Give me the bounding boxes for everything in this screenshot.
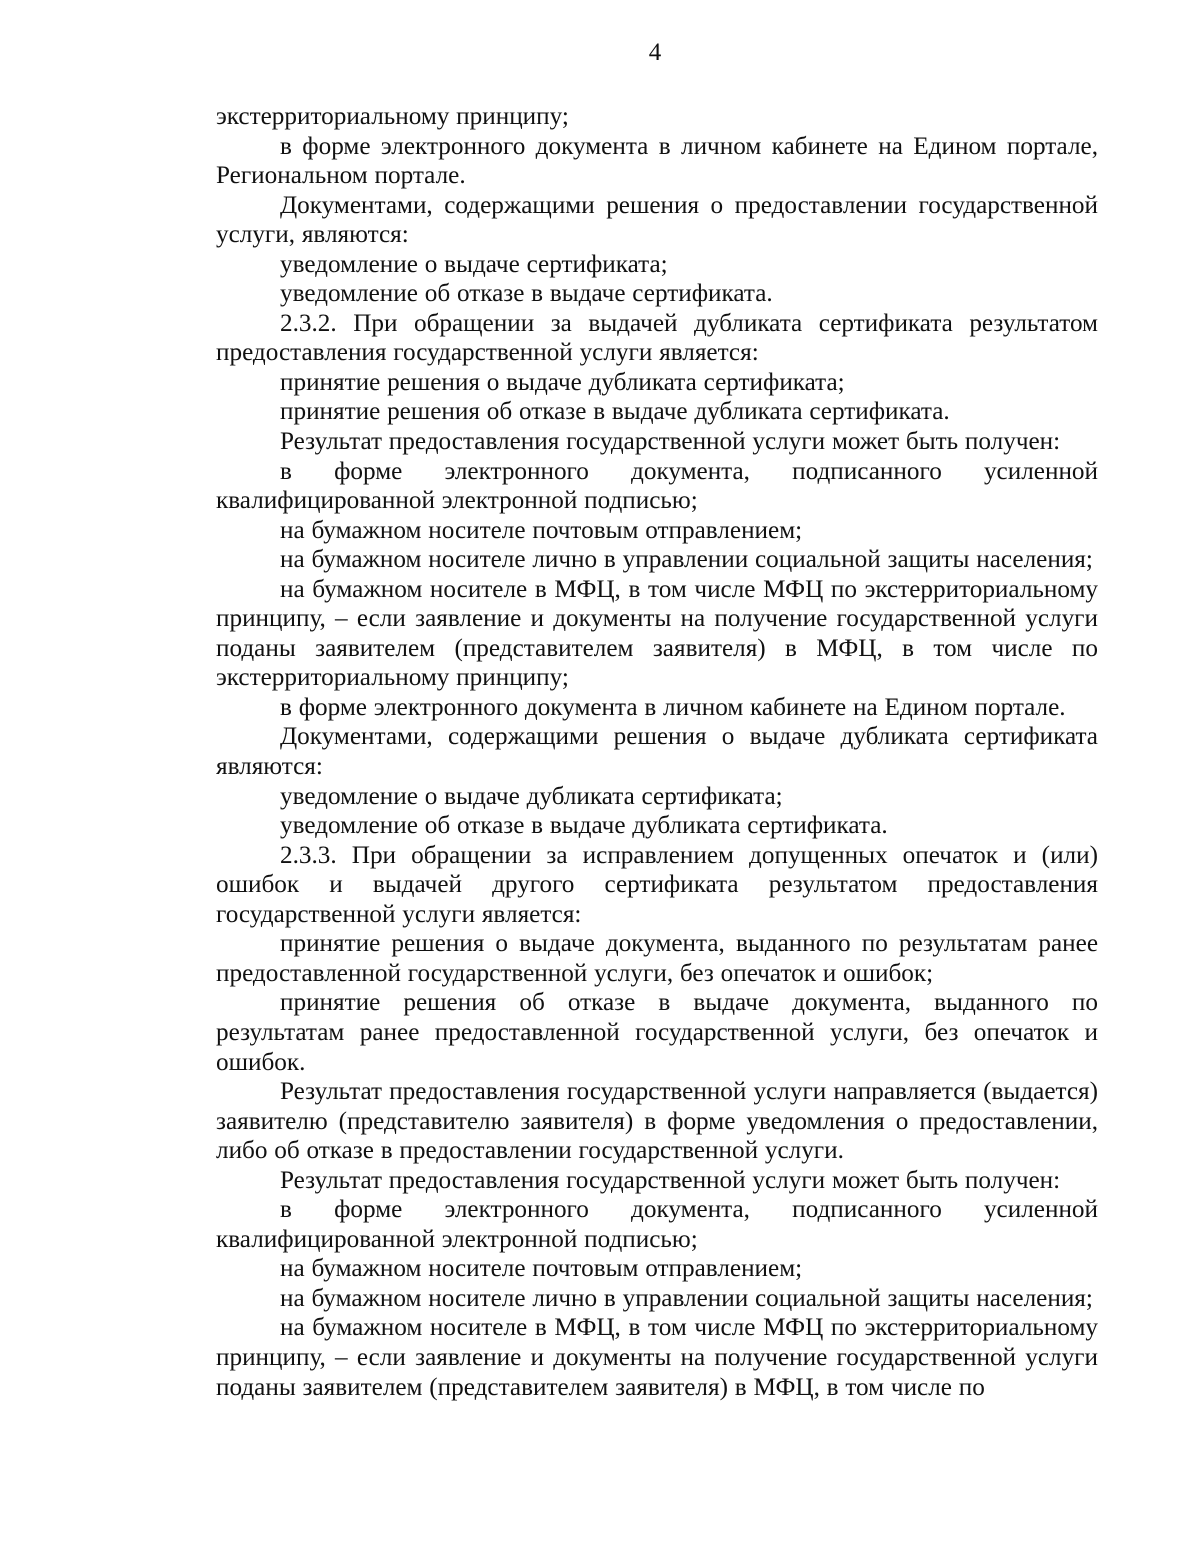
paragraph: Документами, содержащими решения о выдаче дубликата сертификата являются: bbox=[216, 723, 1098, 781]
paragraph: на бумажном носителе почтовым отправлением; bbox=[280, 516, 803, 544]
paragraph: в форме электронного документа в личном кабинете на Едином портале. bbox=[280, 693, 1066, 721]
paragraph: принятие решения о выдаче дубликата сертификата; bbox=[280, 368, 845, 396]
paragraph: Результат предоставления государственной услуги может быть получен: bbox=[280, 428, 1061, 456]
paragraph: на бумажном носителе в МФЦ, в том числе МФЦ по экстерриториальному принципу, – если заявление и документы на получение государственной услуги поданы заявителем (представителем заявителя) в МФЦ, в том числе по экстерриториальному принципу; bbox=[216, 575, 1098, 692]
paragraph: на бумажном носителе лично в управлении социальной защиты населения; bbox=[280, 546, 1093, 574]
document-body bbox=[216, 102, 1098, 1402]
paragraph: уведомление об отказе в выдаче дубликата сертификата. bbox=[280, 812, 888, 840]
paragraph: в форме электронного документа в личном кабинете на Едином портале, Региональном портале. bbox=[216, 132, 1098, 190]
section-2-3-2-paragraph: 2.3.2. При обращении за выдачей дубликата сертификата результатом предоставления государственной услуги является: bbox=[216, 309, 1098, 367]
paragraph: уведомление о выдаче дубликата сертификата; bbox=[280, 782, 783, 810]
paragraph: на бумажном носителе почтовым отправлением; bbox=[280, 1255, 803, 1283]
paragraph: на бумажном носителе лично в управлении социальной защиты населения; bbox=[280, 1284, 1093, 1312]
paragraph: Документами, содержащими решения о предоставлении государственной услуги, являются: bbox=[216, 191, 1098, 249]
paragraph: в форме электронного документа, подписанного усиленной квалифицированной электронной подписью; bbox=[216, 457, 1098, 515]
paragraph: Результат предоставления государственной услуги может быть получен: bbox=[280, 1166, 1061, 1194]
page-number: 4 bbox=[648, 39, 662, 66]
section-2-3-3-paragraph: 2.3.3. При обращении за исправлением допущенных опечаток и (или) ошибок и выдачей другого сертификата результатом предоставления государственной услуги является: bbox=[216, 841, 1098, 928]
paragraph: принятие решения о выдаче документа, выданного по результатам ранее предоставленной государственной услуги, без опечаток и ошибок; bbox=[216, 930, 1098, 987]
paragraph: Результат предоставления государственной услуги направляется (выдается) заявителю (представителю заявителя) в форме уведомления о предоставлении, либо об отказе в предоставлении государственной услуги. bbox=[216, 1078, 1098, 1165]
paragraph: принятие решения об отказе в выдаче дубликата сертификата. bbox=[280, 398, 950, 426]
paragraph: уведомление об отказе в выдаче сертификата. bbox=[280, 280, 773, 308]
paragraph: на бумажном носителе в МФЦ, в том числе МФЦ по экстерриториальному принципу, – если заявление и документы на получение государственной услуги поданы заявителем (представителем заявителя) в МФЦ, в том числе по bbox=[216, 1314, 1098, 1401]
paragraph: принятие решения об отказе в выдаче документа, выданного по результатам ранее предоставленной государственной услуги, без опечаток и ошибок. bbox=[216, 989, 1098, 1076]
paragraph: в форме электронного документа, подписанного усиленной квалифицированной электронной подписью; bbox=[216, 1196, 1098, 1253]
paragraph: уведомление о выдаче сертификата; bbox=[280, 250, 668, 278]
paragraph-continuation: экстерриториальному принципу; bbox=[216, 103, 569, 130]
